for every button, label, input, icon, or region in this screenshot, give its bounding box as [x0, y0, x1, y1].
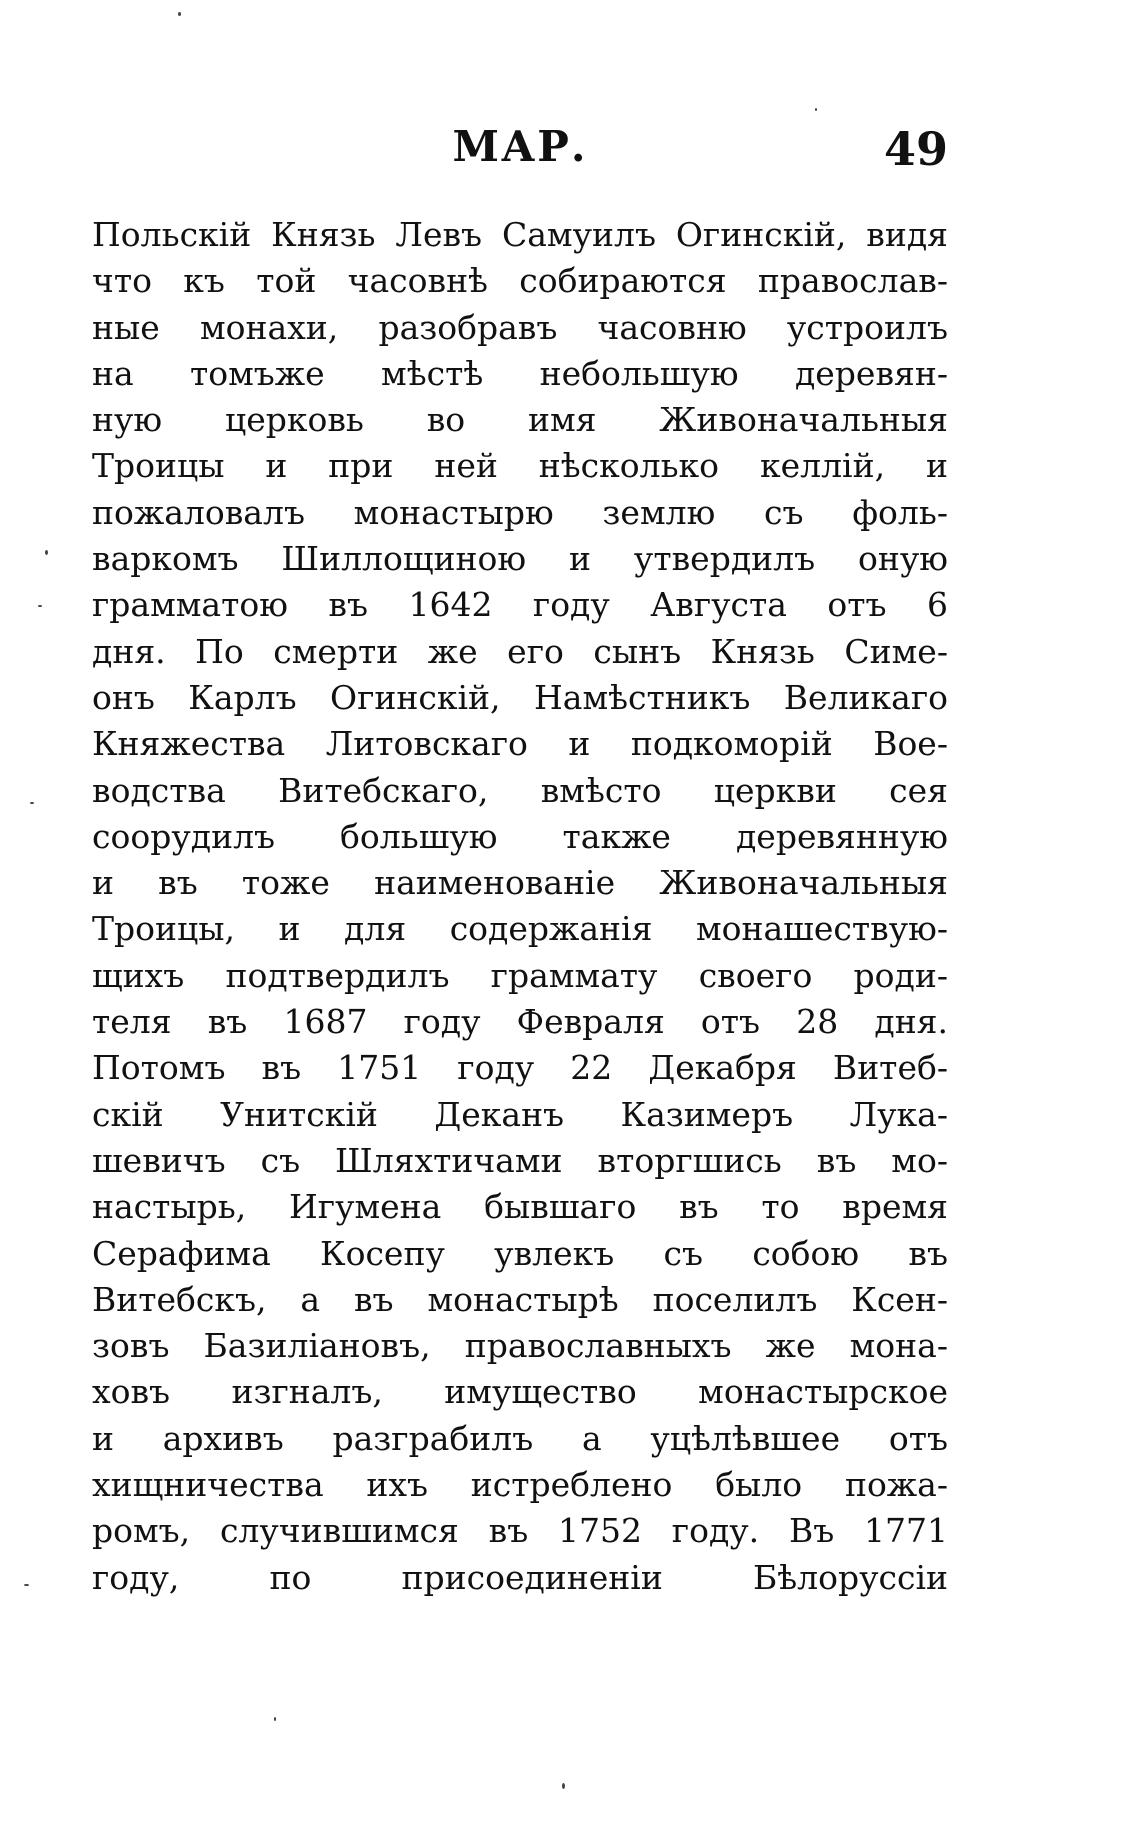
text-line: Серафима Косепу увлекъ съ собою въ — [92, 1233, 948, 1273]
text-line: грамматою въ 1642 году Августа отъ 6 — [92, 585, 948, 625]
text-line: соорудилъ большую также деревянную — [92, 816, 948, 856]
text-line: на томъже мѣстѣ небольшую деревян- — [92, 353, 948, 393]
text-line: Троицы, и для содержанія монашествую- — [92, 909, 948, 949]
scan-speck — [815, 108, 817, 111]
body-text — [92, 212, 948, 1601]
text-line: зовъ Базиліановъ, православныхъ же мона- — [92, 1326, 948, 1366]
text-line: ромъ, случившимся въ 1752 году. Въ 1771 — [92, 1511, 948, 1551]
text-line: ную церковь во имя Живоначальныя — [92, 400, 948, 440]
running-title: МАР. — [452, 122, 588, 171]
text-line: и архивъ разграбилъ а уцѣлѣвшее отъ — [92, 1418, 948, 1458]
scan-speck — [30, 802, 34, 804]
scan-speck — [178, 12, 181, 16]
text-line: настырь, Игумена бывшаго въ то время — [92, 1187, 948, 1227]
text-line: онъ Карлъ Огинскій, Намѣстникъ Великаго — [92, 677, 948, 717]
text-line: ховъ изгналъ, имущество монастырское — [92, 1372, 948, 1412]
text-line: шевичъ съ Шляхтичами вторгшись въ мо- — [92, 1140, 948, 1180]
text-line: и въ тоже наименованіе Живоначальныя — [92, 863, 948, 903]
running-head — [92, 122, 948, 182]
text-line: дня. По смерти же его сынъ Князь Симе- — [92, 631, 948, 671]
text-line: водства Витебскаго, вмѣсто церкви сея — [92, 770, 948, 810]
text-line: варкомъ Шиллощиною и утвердилъ оную — [92, 539, 948, 579]
text-line: Троицы и при ней нѣсколько келлій, и — [92, 446, 948, 486]
text-line: Витебскъ, а въ монастырѣ поселилъ Ксен- — [92, 1279, 948, 1319]
text-line: Княжества Литовскаго и подкоморій Вое- — [92, 724, 948, 764]
text-line: хищничества ихъ истреблено было пожа- — [92, 1465, 948, 1505]
text-line: теля въ 1687 году Февраля отъ 28 дня. — [92, 1002, 948, 1042]
text-line: Польскій Князь Левъ Самуилъ Огинскій, видя — [92, 215, 948, 254]
text-line: ные монахи, разобравъ часовню устроилъ — [92, 307, 948, 347]
text-line: пожаловалъ монастырю землю съ фоль- — [92, 492, 948, 532]
scan-speck — [45, 550, 48, 555]
text-line: что къ той часовнѣ собираются православ- — [92, 261, 948, 301]
text-line: щихъ подтвердилъ граммату своего роди- — [92, 955, 948, 995]
text-line: Потомъ въ 1751 году 22 Декабря Витеб- — [92, 1048, 948, 1088]
scan-speck — [38, 605, 42, 607]
scan-speck — [24, 1584, 29, 1586]
text-line: скій Унитскій Деканъ Казимеръ Лука- — [92, 1094, 948, 1134]
scan-speck — [274, 1717, 276, 1721]
page-number: 49 — [883, 122, 948, 176]
scan-speck — [562, 1783, 565, 1789]
text-line: году, по присоединеніи Бѣлоруссіи — [92, 1557, 948, 1597]
